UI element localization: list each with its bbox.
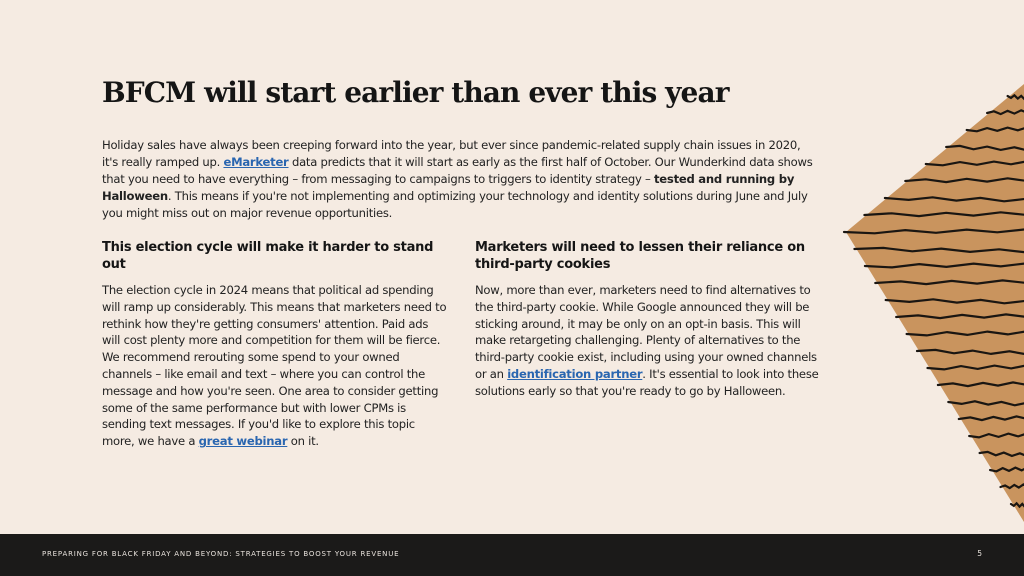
cookies-section xyxy=(475,239,820,400)
identification-partner-link[interactable]: identification partner xyxy=(507,366,643,381)
election-body: The election cycle in 2024 means that political ad spending will ramp up considerably. This means that marketers need to rethink how they're getting consumers' attention. Paid ads will cost plenty more and competition for them will be fierce. We recommend rerouting some spend to your owned channels – like email and text – where you can control the message and how you're seen. One area to consider getting some of the same performance but with lower CPMs is sending text messages. If you'd like to explore this topic more, we have a great webinar on it. xyxy=(102,283,447,449)
page-title: BFCM will start earlier than ever this year xyxy=(102,76,729,109)
emarketer-link[interactable]: eMarketer xyxy=(223,155,289,169)
cookies-heading: Marketers will need to lessen their reliance on third-party cookies xyxy=(475,240,805,272)
intro-paragraph: Holiday sales have always been creeping forward into the year, but ever since pandemic-related supply chain issues in 2020, it's really ramped up. eMarketer data predicts that it will start as early as the first half of October. Our Wunderkind data shows that you need to have everything – from messaging to campaigns to triggers to identity strategy – tested and running by Halloween. This means if you're not implementing and optimizing your technology and identity solutions during June and July you might miss out on major revenue opportunities. xyxy=(102,138,813,220)
election-heading: This election cycle will make it harder to stand out xyxy=(102,240,434,272)
cookies-body: Now, more than ever, marketers need to find alternatives to the third-party cookie. While Google announced they will be sticking around, it may be only on an opt-in basis. This will make retargeting challenging. Plenty of alternatives to the third-party cookie exist, including using your owned channels or an identification partner. It's essential to look into these solutions early so that you're ready to go by Halloween. xyxy=(475,283,819,398)
great-webinar-link[interactable]: great webinar xyxy=(198,434,288,449)
page-number: 5 xyxy=(977,549,982,558)
intro-emphasis: tested and running by Halloween xyxy=(102,172,795,203)
footer-title: PREPARING FOR BLACK FRIDAY AND BEYOND: STRATEGIES TO BOOST YOUR REVENUE xyxy=(42,550,400,558)
election-section xyxy=(102,239,447,450)
footer-bar xyxy=(0,534,1024,576)
